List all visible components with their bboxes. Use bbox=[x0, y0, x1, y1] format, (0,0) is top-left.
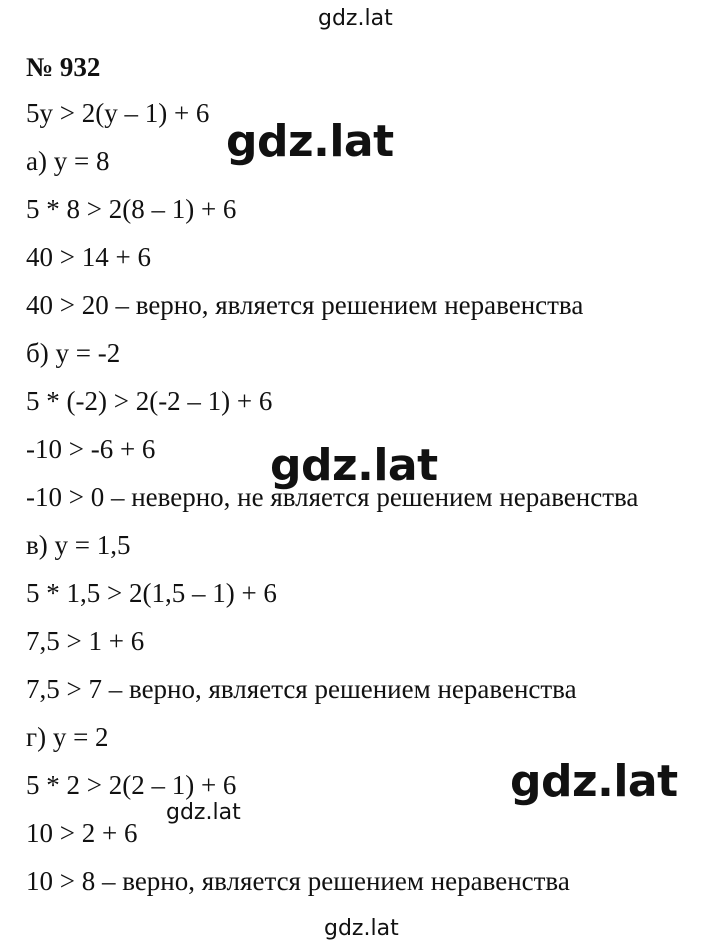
problem-line: а) y = 8 bbox=[26, 146, 110, 176]
problem-line: 5 * 8 > 2(8 – 1) + 6 bbox=[26, 194, 237, 224]
problem-line: 40 > 14 + 6 bbox=[26, 242, 151, 272]
problem-line: 5 * (-2) > 2(-2 – 1) + 6 bbox=[26, 386, 273, 416]
problem-line: 10 > 8 – верно, является решением неравенства bbox=[26, 866, 570, 896]
watermark-bottom: gdz.lat bbox=[324, 916, 399, 941]
watermark-large: gdz.lat bbox=[270, 440, 438, 491]
problem-line: 10 > 2 + 6 bbox=[26, 818, 138, 848]
watermark-large: gdz.lat bbox=[510, 756, 678, 807]
problem-line: 40 > 20 – верно, является решением неравенства bbox=[26, 290, 584, 320]
problem-line: б) y = -2 bbox=[26, 338, 121, 368]
problem-line: -10 > 0 – неверно, не является решением неравенства bbox=[26, 482, 639, 512]
watermark-small: gdz.lat bbox=[166, 800, 241, 825]
watermark-large: gdz.lat bbox=[226, 116, 394, 167]
problem-line: -10 > -6 + 6 bbox=[26, 434, 156, 464]
problem-line: 5 * 2 > 2(2 – 1) + 6 bbox=[26, 770, 237, 800]
problem-line: 5 * 1,5 > 2(1,5 – 1) + 6 bbox=[26, 578, 277, 608]
problem-title: № 932 bbox=[26, 52, 101, 82]
problem-line: в) y = 1,5 bbox=[26, 530, 131, 560]
watermark-top: gdz.lat bbox=[318, 6, 393, 31]
problem-line: 7,5 > 7 – верно, является решением неравенства bbox=[26, 674, 577, 704]
problem-line: 7,5 > 1 + 6 bbox=[26, 626, 145, 656]
problem-line: г) y = 2 bbox=[26, 722, 109, 752]
problem-line: 5y > 2(y – 1) + 6 bbox=[26, 98, 210, 128]
